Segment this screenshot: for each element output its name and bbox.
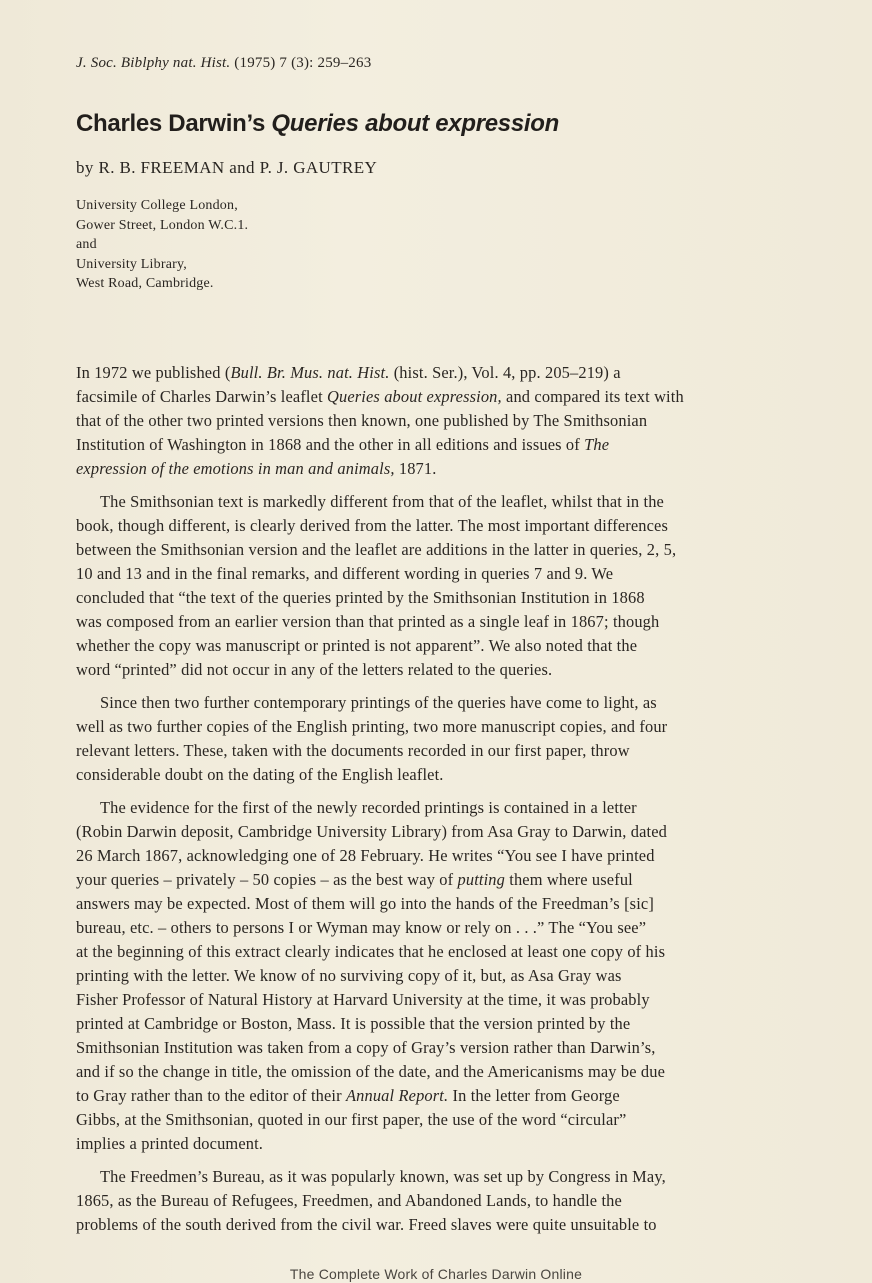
text-span: 10 and 13 and in the final remarks, and different wording in queries 7 and 9. We	[76, 564, 614, 583]
text-span: Gibbs, at the Smithsonian, quoted in our first paper, the use of the word “circular”	[76, 1110, 627, 1129]
text-span: (hist. Ser.), Vol. 4, pp. 205–219) a	[389, 363, 621, 382]
text-span: 26 March 1867, acknowledging one of 28 February. He writes “You see I have printed	[76, 846, 655, 865]
text-line	[76, 1060, 808, 1084]
title-italic: Queries about expression	[271, 110, 559, 137]
italic-text: Bull. Br. Mus. nat. Hist.	[230, 363, 390, 382]
text-line	[76, 796, 808, 820]
text-line	[76, 538, 808, 562]
text-line	[76, 433, 808, 457]
text-line	[76, 844, 808, 868]
text-line	[76, 1213, 808, 1237]
article-body	[76, 361, 808, 1246]
text-line	[76, 1165, 808, 1189]
affiliation-line: West Road, Cambridge.	[76, 276, 214, 291]
text-span: to Gray rather than to the editor of their	[76, 1086, 346, 1105]
text-line	[76, 868, 808, 892]
text-line	[76, 1012, 808, 1036]
text-line	[76, 562, 808, 586]
affiliation-line: University Library,	[76, 256, 187, 272]
text-line	[76, 1036, 808, 1060]
text-span: The Freedmen’s Bureau, as it was popularly known, was set up by Congress in May,	[100, 1167, 666, 1186]
text-span: concluded that “the text of the queries printed by the Smithsonian Institution in 1868	[76, 588, 645, 607]
body-paragraph	[76, 691, 808, 787]
text-span: book, though different, is clearly derived from the latter. The most important differences	[76, 516, 669, 535]
text-span: your queries – privately – 50 copies – as the best way of	[76, 870, 458, 889]
site-footer: The Complete Work of Charles Darwin Online	[289, 1266, 583, 1282]
journal-name: J. Soc. Biblphy nat. Hist.	[76, 55, 231, 71]
text-span: Fisher Professor of Natural History at Harvard University at the time, it was probably	[76, 990, 650, 1009]
text-line	[76, 610, 808, 634]
text-span: 1871.	[394, 459, 437, 478]
text-span: implies a printed document.	[76, 1134, 264, 1153]
text-line	[76, 691, 808, 715]
text-line	[76, 385, 808, 409]
text-span: whether the copy was manuscript or printed is not apparent”. We also noted that the	[76, 636, 638, 655]
text-line	[76, 892, 808, 916]
text-span: and compared its text with	[501, 387, 684, 406]
text-span: between the Smithsonian version and the leaflet are additions in the latter in queries, 2, 5,	[76, 540, 677, 559]
text-span: bureau, etc. – others to persons I or Wyman may know or rely on . . .” The “You see”	[76, 918, 647, 937]
text-span: The evidence for the first of the newly recorded printings is contained in a letter	[100, 798, 637, 817]
text-span: was composed from an earlier version than that printed as a single leaf in 1867; though	[76, 612, 660, 631]
text-line	[76, 514, 808, 538]
body-paragraph	[76, 361, 808, 481]
title-prefix: Charles Darwin’s	[76, 110, 272, 137]
author-affiliation	[76, 196, 248, 294]
body-paragraph	[76, 490, 808, 682]
journal-citation	[76, 55, 371, 72]
text-span: The Smithsonian text is markedly different from that of the leaflet, whilst that in the	[100, 492, 664, 511]
article-authors: by R. B. FREEMAN and P. J. GAUTREY	[76, 158, 378, 177]
text-line	[76, 715, 808, 739]
italic-text: putting	[457, 870, 505, 889]
text-span: Since then two further contemporary printings of the queries have come to light, as	[100, 693, 657, 712]
text-span: relevant letters. These, taken with the documents recorded in our first paper, throw	[76, 741, 630, 760]
text-span: problems of the south derived from the civil war. Freed slaves were quite unsuitable to	[76, 1215, 657, 1234]
text-line	[76, 634, 808, 658]
affiliation-line: and	[76, 237, 97, 252]
text-line	[76, 1189, 808, 1213]
text-line	[76, 739, 808, 763]
text-line	[76, 940, 808, 964]
body-paragraph	[76, 796, 808, 1156]
italic-text: Queries about expression,	[327, 387, 502, 406]
affiliation-line: University College London,	[76, 198, 238, 213]
italic-text: expression of the emotions in man and animals,	[76, 459, 395, 478]
text-line	[76, 964, 808, 988]
affiliation-line: Gower Street, London W.C.1.	[76, 217, 249, 233]
text-line	[76, 586, 808, 610]
italic-text: Annual Report.	[345, 1086, 449, 1105]
text-span: word “printed” did not occur in any of the letters related to the queries.	[76, 660, 553, 679]
text-span: considerable doubt on the dating of the English leaflet.	[76, 765, 444, 784]
text-span: (Robin Darwin deposit, Cambridge University Library) from Asa Gray to Darwin, dated	[76, 822, 667, 841]
article-title	[76, 110, 559, 138]
text-line	[76, 1084, 808, 1108]
italic-text: The	[584, 435, 610, 454]
text-span: well as two further copies of the English printing, two more manuscript copies, and four	[76, 717, 668, 736]
text-line	[76, 763, 808, 787]
journal-volume-pages: (1975) 7 (3): 259–263	[234, 55, 372, 71]
text-line	[76, 1132, 808, 1156]
text-span: Institution of Washington in 1868 and the other in all editions and issues of	[76, 435, 585, 454]
text-span: at the beginning of this extract clearly indicates that he enclosed at least one copy of his	[76, 942, 666, 961]
text-line	[76, 361, 808, 385]
text-line	[76, 409, 808, 433]
text-line	[76, 820, 808, 844]
text-span: facsimile of Charles Darwin’s leaflet	[76, 387, 328, 406]
text-line	[76, 658, 808, 682]
text-line	[76, 1108, 808, 1132]
text-line	[76, 490, 808, 514]
text-span: In the letter from George	[448, 1086, 620, 1105]
text-line	[76, 916, 808, 940]
text-span: them where useful	[505, 870, 633, 889]
text-line	[76, 457, 808, 481]
text-span: printing with the letter. We know of no surviving copy of it, but, as Asa Gray was	[76, 966, 622, 985]
text-span: and if so the change in title, the omission of the date, and the Americanisms may be due	[76, 1062, 665, 1081]
text-span: that of the other two printed versions then known, one published by The Smithsonian	[76, 411, 648, 430]
text-span: answers may be expected. Most of them will go into the hands of the Freedman’s [sic]	[76, 894, 654, 913]
text-span: 1865, as the Bureau of Refugees, Freedmen, and Abandoned Lands, to handle the	[76, 1191, 622, 1210]
text-span: Smithsonian Institution was taken from a copy of Gray’s version rather than Darwin’s,	[76, 1038, 656, 1057]
body-paragraph	[76, 1165, 808, 1237]
text-span: printed at Cambridge or Boston, Mass. It is possible that the version printed by the	[76, 1014, 631, 1033]
text-line	[76, 988, 808, 1012]
text-span: In 1972 we published (	[76, 363, 231, 382]
